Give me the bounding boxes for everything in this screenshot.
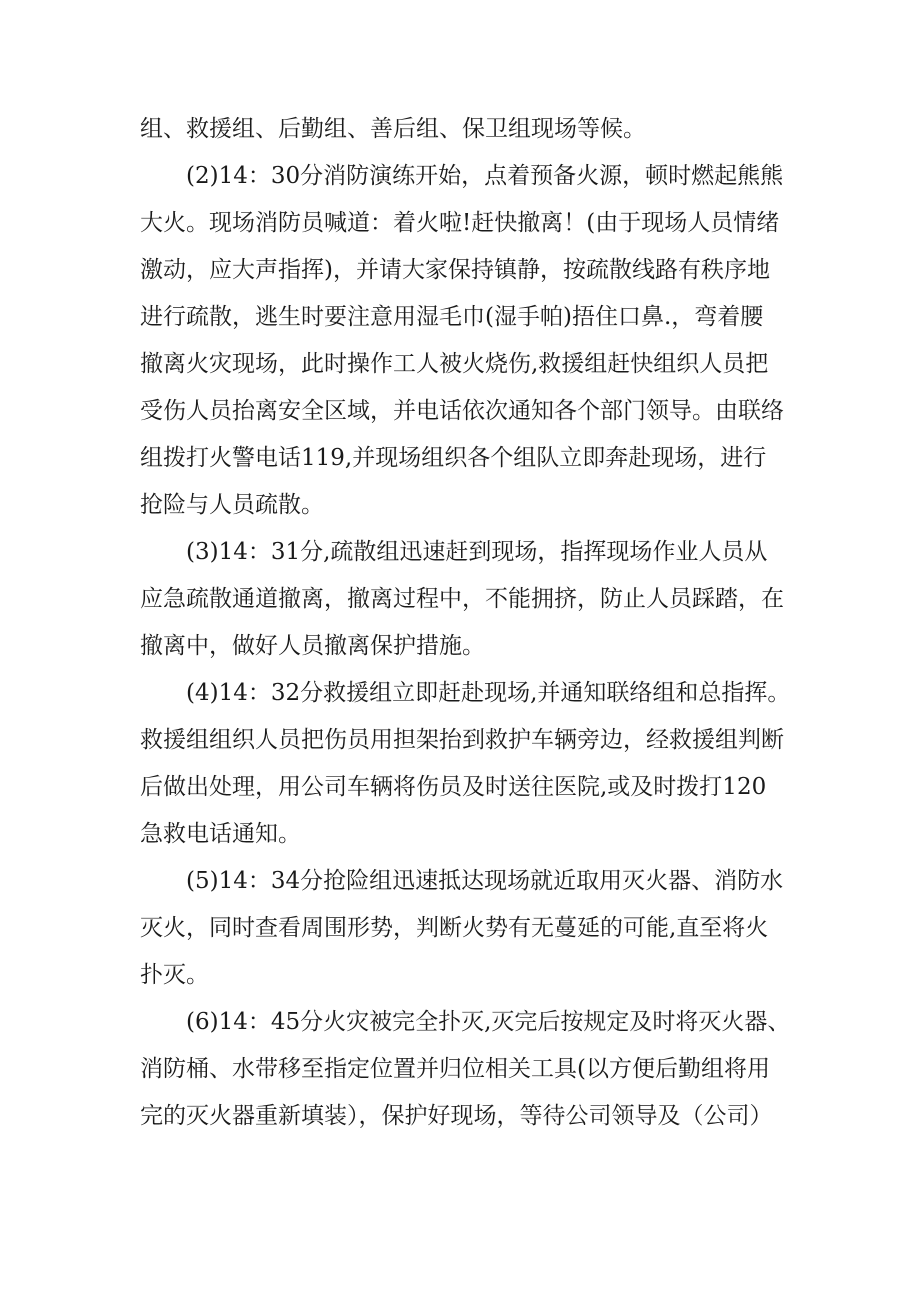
paragraph-step-5 [140,858,800,999]
text-line: 消防桶、水带移至指定位置并归位相关工具(以方便后勤组将用 [140,1056,770,1082]
paragraph-continuation [140,106,800,153]
text-line: 灭火，同时查看周围形势，判断火势有无蔓延的可能,直至将火 [140,915,769,941]
text-line: 组拨打火警电话119,并现场组织各个组队立即奔赴现场，进行 [140,445,767,471]
text-line: 大火。现场消防员喊道：着火啦!赶快撤离！(由于现场人员情绪 [140,210,780,236]
text-line: 撤离火灾现场，此时操作工人被火烧伤,救援组赶快组织人员把 [140,351,769,377]
text-line: 后做出处理，用公司车辆将伤员及时送往医院,或及时拨打120 [140,774,767,800]
paragraph-step-2 [140,153,800,529]
text-line: (6)14：45分火灾被完全扑灭,灭完后按规定及时将灭火器、 [186,1009,791,1035]
text-line: 抢险与人员疏散。 [140,492,324,518]
text-line: (5)14：34分抢险组迅速抵达现场就近取用灭火器、消防水 [186,868,784,894]
text-line: 激动，应大声指挥)，并请大家保持镇静，按疏散线路有秩序地 [140,257,770,283]
paragraph-step-3 [140,529,800,670]
paragraph-step-4 [140,670,800,858]
text-line: (2)14：30分消防演练开始，点着预备火源，顿时燃起熊熊 [186,163,784,189]
document-body [140,106,800,1140]
paragraph-step-6 [140,999,800,1140]
text-line: 完的灭火器重新填装），保护好现场，等待公司领导及（公司） [140,1103,773,1129]
text-line: (3)14：31分,疏散组迅速赶到现场，指挥现场作业人员从 [186,539,768,565]
text-line: 急救电话通知。 [140,821,301,847]
text-line: 救援组组织人员把伤员用担架抬到救护车辆旁边，经救援组判断 [140,727,784,753]
text-line: 撤离中，做好人员撤离保护措施。 [140,633,485,659]
text-line: 应急疏散通道撤离，撤离过程中，不能拥挤，防止人员踩踏，在 [140,586,784,612]
text-line: 进行疏散，逃生时要注意用湿毛巾(湿手帕)捂住口鼻.，弯着腰 [140,304,764,330]
text-line: (4)14：32分救援组立即赶赴现场,并通知联络组和总指挥。 [186,680,791,706]
text-line: 组、救援组、后勤组、善后组、保卫组现场等候。 [140,116,646,142]
text-line: 扑灭。 [140,962,209,988]
text-line: 受伤人员抬离安全区域，并电话依次通知各个部门领导。由联络 [140,398,784,424]
